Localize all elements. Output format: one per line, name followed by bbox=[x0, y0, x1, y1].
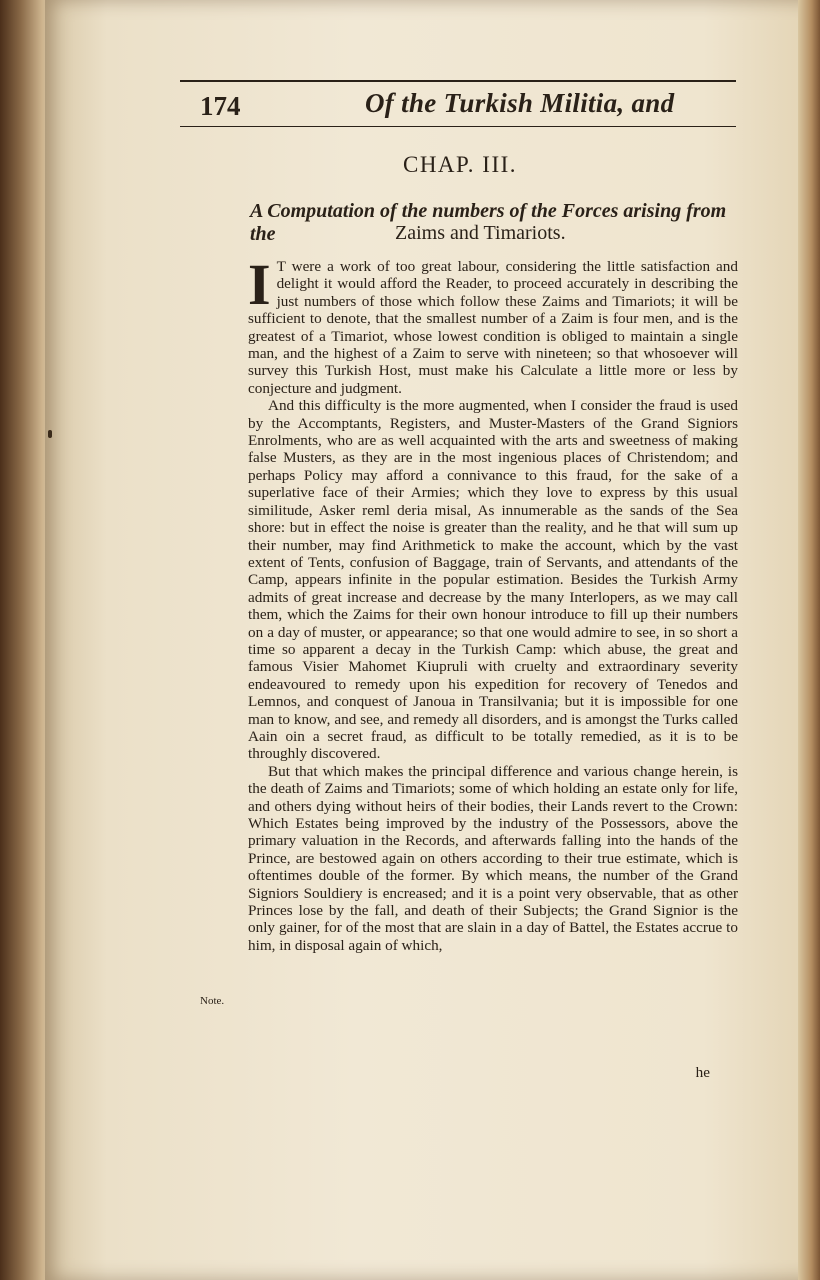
drop-cap: I bbox=[248, 252, 271, 317]
page-right-edge bbox=[798, 0, 820, 1280]
paragraph-text: T were a work of too great labour, considering the little satisfaction and delight it would afford the Reader, to proceed accurately in describing the just numbers of those which follow these Zaims and Timariots; it will be sufficient to denote, that the smallest number of a Zaim is four men, and is the greatest of a Timariot, whose lowest condition is obliged to maintain a single man, and the highest of a Zaim to serve with nineteen; so that whosoever will survey this Turkish Host, must make his Calculate a little more or less by conjecture and judgment. bbox=[248, 258, 738, 397]
paragraph-1 bbox=[248, 252, 738, 397]
margin-note: Note. bbox=[200, 995, 225, 1007]
chapter-heading: CHAP. III. bbox=[402, 152, 518, 177]
page-header bbox=[180, 80, 736, 127]
chapter-title-line1: A Computation of the numbers of the Forces arising from the bbox=[250, 200, 727, 245]
paragraph-3: But that which makes the principal difference and various change herein, is the death of Zaims and Timariots; some of which holding an estate only for life, and others dying without heirs of their bodies, their Lands revert to the Crown: Which Estates being improved by the industry of the Possessors, above the primary valuation in the Records, and afterwards falling into the hands of the Prince, are bestowed again on others according to their true estimate, which is oftentimes double of the former. By which means, the number of the Grand Signiors Souldiery is encreased; and it is a point very observable, that as other Princes lose by the fall, and death of their Subjects; the Grand Signior is the only gainer, for of the most that are slain in a day of Battel, the Estates accrue to him, in disposal again of which, bbox=[248, 762, 738, 954]
binding-mark bbox=[48, 430, 52, 438]
paragraph-2: And this difficulty is the more augmented, when I consider the fraud is used by the Accomptants, Registers, and Muster-Masters of the Grand Signiors Enrolments, who are as well acquainted with the arts and sweetness of making false Musters, as they are in the most ingenious places of Christendom; and perhaps Policy may afford a connivance to this fraud, for the sake of a superlative face of their Armies; which they love to express by this usual similitude, Asker reml deria misal, As innumerable as the sands of the Sea shore: but in effect the noise is greater than the reality, and he that will sum up their number, may find Arithmetick to make the account, which by the vast extent of Tents, confusion of Baggage, train of Servants, and attendants of the Camp, appears infinite in the popular estimation. Besides the Turkish Army admits of great increase and decrease by the many Interlopers, as we may call them, which the Zaims for their own honour introduce to fill up their numbers on a day of muster, or appearance; so that one would admire to see, in so short a time so apparent a decay in the Turkish Camp: which abuse, the great and famous Visier Mahomet Kiupruli with cruelty and extraordinary severity endeavoured to remedy upon his expedition for recovery of Tenedos and Lemnos, and conquest of Janoua in Transilvania; but it is impossible for one man to know, and see, and remedy all disorders, and is amongst the Turks called Aain oin a secret fraud, as difficult to be totally remedied, as it is to be throughly discovered. bbox=[248, 397, 738, 763]
page-number: 174 bbox=[200, 91, 241, 121]
body-text bbox=[248, 252, 738, 954]
chapter-title-line2: Zaims and Timariots. bbox=[395, 222, 566, 244]
running-head: Of the Turkish Militia, and bbox=[365, 88, 675, 118]
catchword: he bbox=[695, 1064, 710, 1081]
